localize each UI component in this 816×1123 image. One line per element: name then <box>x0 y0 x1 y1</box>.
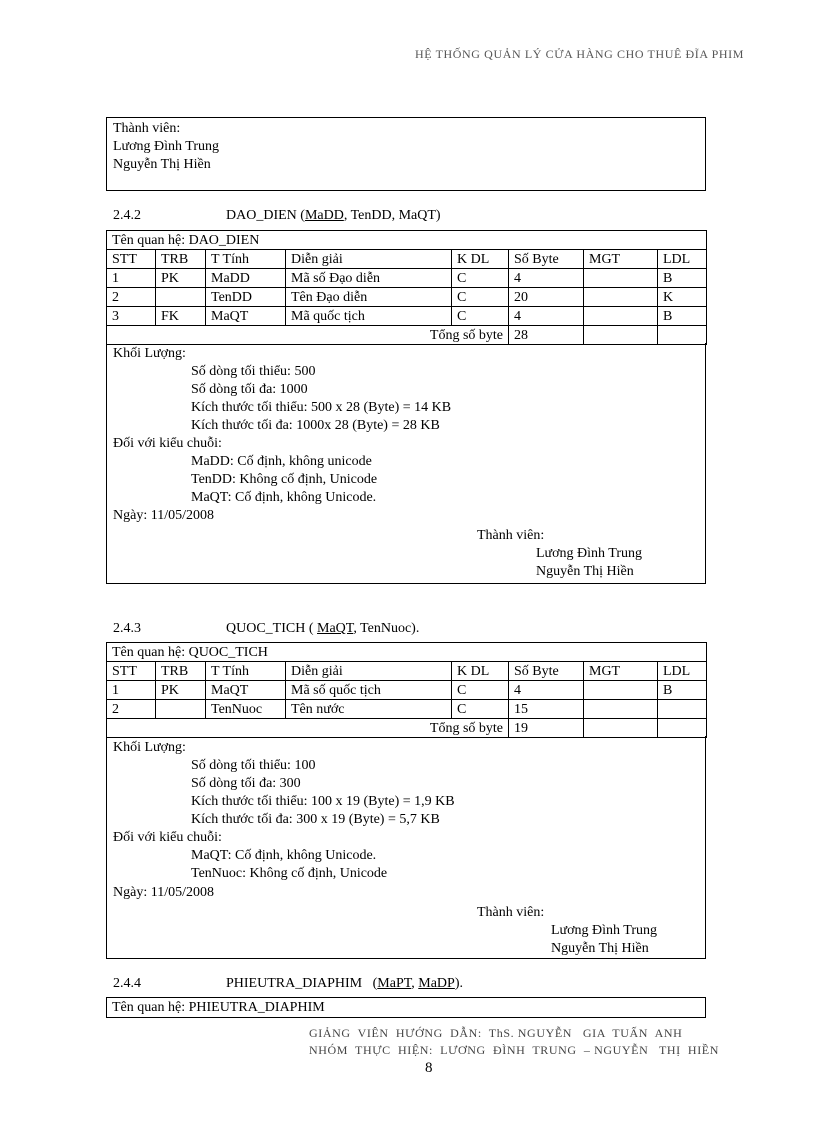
volume-label: Khối Lượng: <box>113 346 186 361</box>
column-header: LDL <box>658 250 707 269</box>
member-name: Nguyễn Thị Hiền <box>113 157 211 172</box>
string-type-label: Đối với kiểu chuỗi: <box>113 436 222 451</box>
string-type-line: TenNuoc: Không cố định, Unicode <box>191 866 388 881</box>
volume-line: Số dòng tối thiểu: 100 <box>191 758 316 773</box>
table-cell: TenDD <box>206 288 286 307</box>
volume-line: Kích thước tối thiểu: 100 x 19 (Byte) = 1,9 KB <box>191 794 455 809</box>
column-header: T Tính <box>206 250 286 269</box>
table-row <box>107 681 707 700</box>
table-cell: Mã số quốc tịch <box>286 681 452 700</box>
table-cell: C <box>452 307 509 326</box>
table-cell <box>156 700 206 719</box>
attribute-table <box>106 230 707 345</box>
date-line: Ngày: 11/05/2008 <box>113 885 214 900</box>
relation-title: Tên quan hệ: PHIEUTRA_DIAPHIM <box>112 1000 325 1015</box>
table-cell: Mã quốc tịch <box>286 307 452 326</box>
column-header: Diễn giải <box>286 662 452 681</box>
relation-schema: PHIEUTRA_DIAPHIM (MaPT, MaDP). <box>226 976 463 991</box>
relation-table-dao-dien <box>106 230 706 345</box>
table-row <box>107 269 707 288</box>
document-header: HỆ THỐNG QUẢN LÝ CỬA HÀNG CHO THUÊ ĐĨA PHIM <box>415 47 744 61</box>
table-cell: PK <box>156 269 206 288</box>
column-header: MGT <box>584 250 658 269</box>
total-row <box>107 719 707 738</box>
column-header: MGT <box>584 662 658 681</box>
relation-schema: DAO_DIEN (MaDD, TenDD, MaQT) <box>226 208 441 223</box>
volume-box <box>106 343 706 584</box>
member-name: Lương Đình Trung <box>536 546 643 561</box>
member-name: Nguyễn Thị Hiền <box>551 941 649 956</box>
date-line: Ngày: 11/05/2008 <box>113 508 214 523</box>
table-cell: 1 <box>107 269 156 288</box>
members-label: Thành viên: <box>113 121 181 136</box>
column-header: STT <box>107 250 156 269</box>
section-heading <box>113 621 713 639</box>
column-header: Số Byte <box>509 250 584 269</box>
table-cell: Tên nước <box>286 700 452 719</box>
string-type-line: MaQT: Cố định, không Unicode. <box>191 490 377 505</box>
string-type-line: MaDD: Cố định, không unicode <box>191 454 372 469</box>
members-label: Thành viên: <box>477 528 545 543</box>
table-cell: Mã số Đạo diễn <box>286 269 452 288</box>
table-cell: C <box>452 288 509 307</box>
table-cell: TenNuoc <box>206 700 286 719</box>
relation-title: Tên quan hệ: QUOC_TICH <box>107 643 707 662</box>
table-cell: 4 <box>509 307 584 326</box>
column-header: TRB <box>156 250 206 269</box>
footer <box>309 1025 729 1059</box>
table-cell: Tên Đạo diễn <box>286 288 452 307</box>
member-name: Lương Đình Trung <box>113 139 220 154</box>
table-cell <box>584 288 658 307</box>
section-heading <box>113 976 713 994</box>
relation-title: Tên quan hệ: DAO_DIEN <box>107 231 707 250</box>
relation-table-quoc-tich <box>106 642 706 738</box>
string-type-line: MaQT: Cố định, không Unicode. <box>191 848 377 863</box>
volume-line: Kích thước tối thiểu: 500 x 28 (Byte) = 14 KB <box>191 400 452 415</box>
top-members-box <box>106 117 706 191</box>
relation-name-row <box>107 643 707 662</box>
table-cell <box>584 326 658 345</box>
volume-line: Kích thước tối đa: 300 x 19 (Byte) = 5,7 KB <box>191 812 440 827</box>
relation-schema: QUOC_TICH ( MaQT, TenNuoc). <box>226 621 420 636</box>
member-name: Nguyễn Thị Hiền <box>536 564 634 579</box>
table-cell: 20 <box>509 288 584 307</box>
primary-key: MaPT <box>377 976 412 991</box>
section-number: 2.4.3 <box>113 621 141 636</box>
column-header: Số Byte <box>509 662 584 681</box>
volume-box <box>106 736 706 959</box>
column-header: T Tính <box>206 662 286 681</box>
string-type-label: Đối với kiểu chuỗi: <box>113 830 222 845</box>
table-cell: 4 <box>509 681 584 700</box>
volume-line: Số dòng tối đa: 300 <box>191 776 301 791</box>
table-cell <box>584 681 658 700</box>
table-cell: MaDD <box>206 269 286 288</box>
relation-name-row <box>107 231 707 250</box>
table-cell: 2 <box>107 700 156 719</box>
table-cell: FK <box>156 307 206 326</box>
table-cell: MaQT <box>206 307 286 326</box>
column-header: TRB <box>156 662 206 681</box>
section-number: 2.4.4 <box>113 976 141 991</box>
primary-key: MaDD <box>304 208 344 223</box>
section-number: 2.4.2 <box>113 208 141 223</box>
table-cell: C <box>452 269 509 288</box>
table-cell <box>584 700 658 719</box>
table-row <box>107 700 707 719</box>
table-cell <box>584 307 658 326</box>
table-cell: 3 <box>107 307 156 326</box>
relation-name-box <box>106 997 706 1018</box>
table-row <box>107 288 707 307</box>
primary-key: MaDP <box>418 976 455 991</box>
total-label: Tổng số byte <box>107 719 509 738</box>
total-row <box>107 326 707 345</box>
table-cell <box>156 288 206 307</box>
total-value: 19 <box>509 719 584 738</box>
header-row <box>107 662 707 681</box>
relation-name: QUOC_TICH <box>226 621 306 636</box>
volume-label: Khối Lượng: <box>113 740 186 755</box>
members-label: Thành viên: <box>477 905 545 920</box>
footer-team: NHÓM THỰC HIỆN: LƯƠNG ĐÌNH TRUNG – NGUYỄN THỊ HIỀN <box>309 1043 719 1057</box>
member-name: Lương Đình Trung <box>551 923 658 938</box>
table-cell <box>584 719 658 738</box>
section-heading <box>113 208 713 226</box>
table-cell: B <box>658 307 707 326</box>
relation-name: DAO_DIEN <box>226 208 297 223</box>
column-header: Diễn giải <box>286 250 452 269</box>
table-cell: K <box>658 288 707 307</box>
volume-line: Kích thước tối đa: 1000x 28 (Byte) = 28 KB <box>191 418 440 433</box>
attribute-table <box>106 642 707 738</box>
table-row <box>107 307 707 326</box>
page-number: 8 <box>425 1060 433 1076</box>
table-cell <box>658 700 707 719</box>
table-cell: B <box>658 681 707 700</box>
table-cell: 15 <box>509 700 584 719</box>
table-cell: PK <box>156 681 206 700</box>
table-cell <box>658 719 707 738</box>
volume-line: Số dòng tối đa: 1000 <box>191 382 308 397</box>
table-cell: C <box>452 681 509 700</box>
volume-line: Số dòng tối thiểu: 500 <box>191 364 316 379</box>
table-cell <box>584 269 658 288</box>
table-cell: C <box>452 700 509 719</box>
table-cell: 2 <box>107 288 156 307</box>
header-row <box>107 250 707 269</box>
total-label: Tổng số byte <box>107 326 509 345</box>
table-cell: MaQT <box>206 681 286 700</box>
primary-key: MaQT <box>317 621 354 636</box>
total-value: 28 <box>509 326 584 345</box>
column-header: STT <box>107 662 156 681</box>
column-header: K DL <box>452 250 509 269</box>
string-type-line: TenDD: Không cố định, Unicode <box>191 472 378 487</box>
table-cell: 4 <box>509 269 584 288</box>
relation-name: PHIEUTRA_DIAPHIM <box>226 976 363 991</box>
table-cell: 1 <box>107 681 156 700</box>
footer-advisor: GIẢNG VIÊN HƯỚNG DẪN: ThS. NGUYỄN GIA TUẤN ANH <box>309 1026 683 1040</box>
column-header: LDL <box>658 662 707 681</box>
table-cell <box>658 326 707 345</box>
table-cell: B <box>658 269 707 288</box>
column-header: K DL <box>452 662 509 681</box>
